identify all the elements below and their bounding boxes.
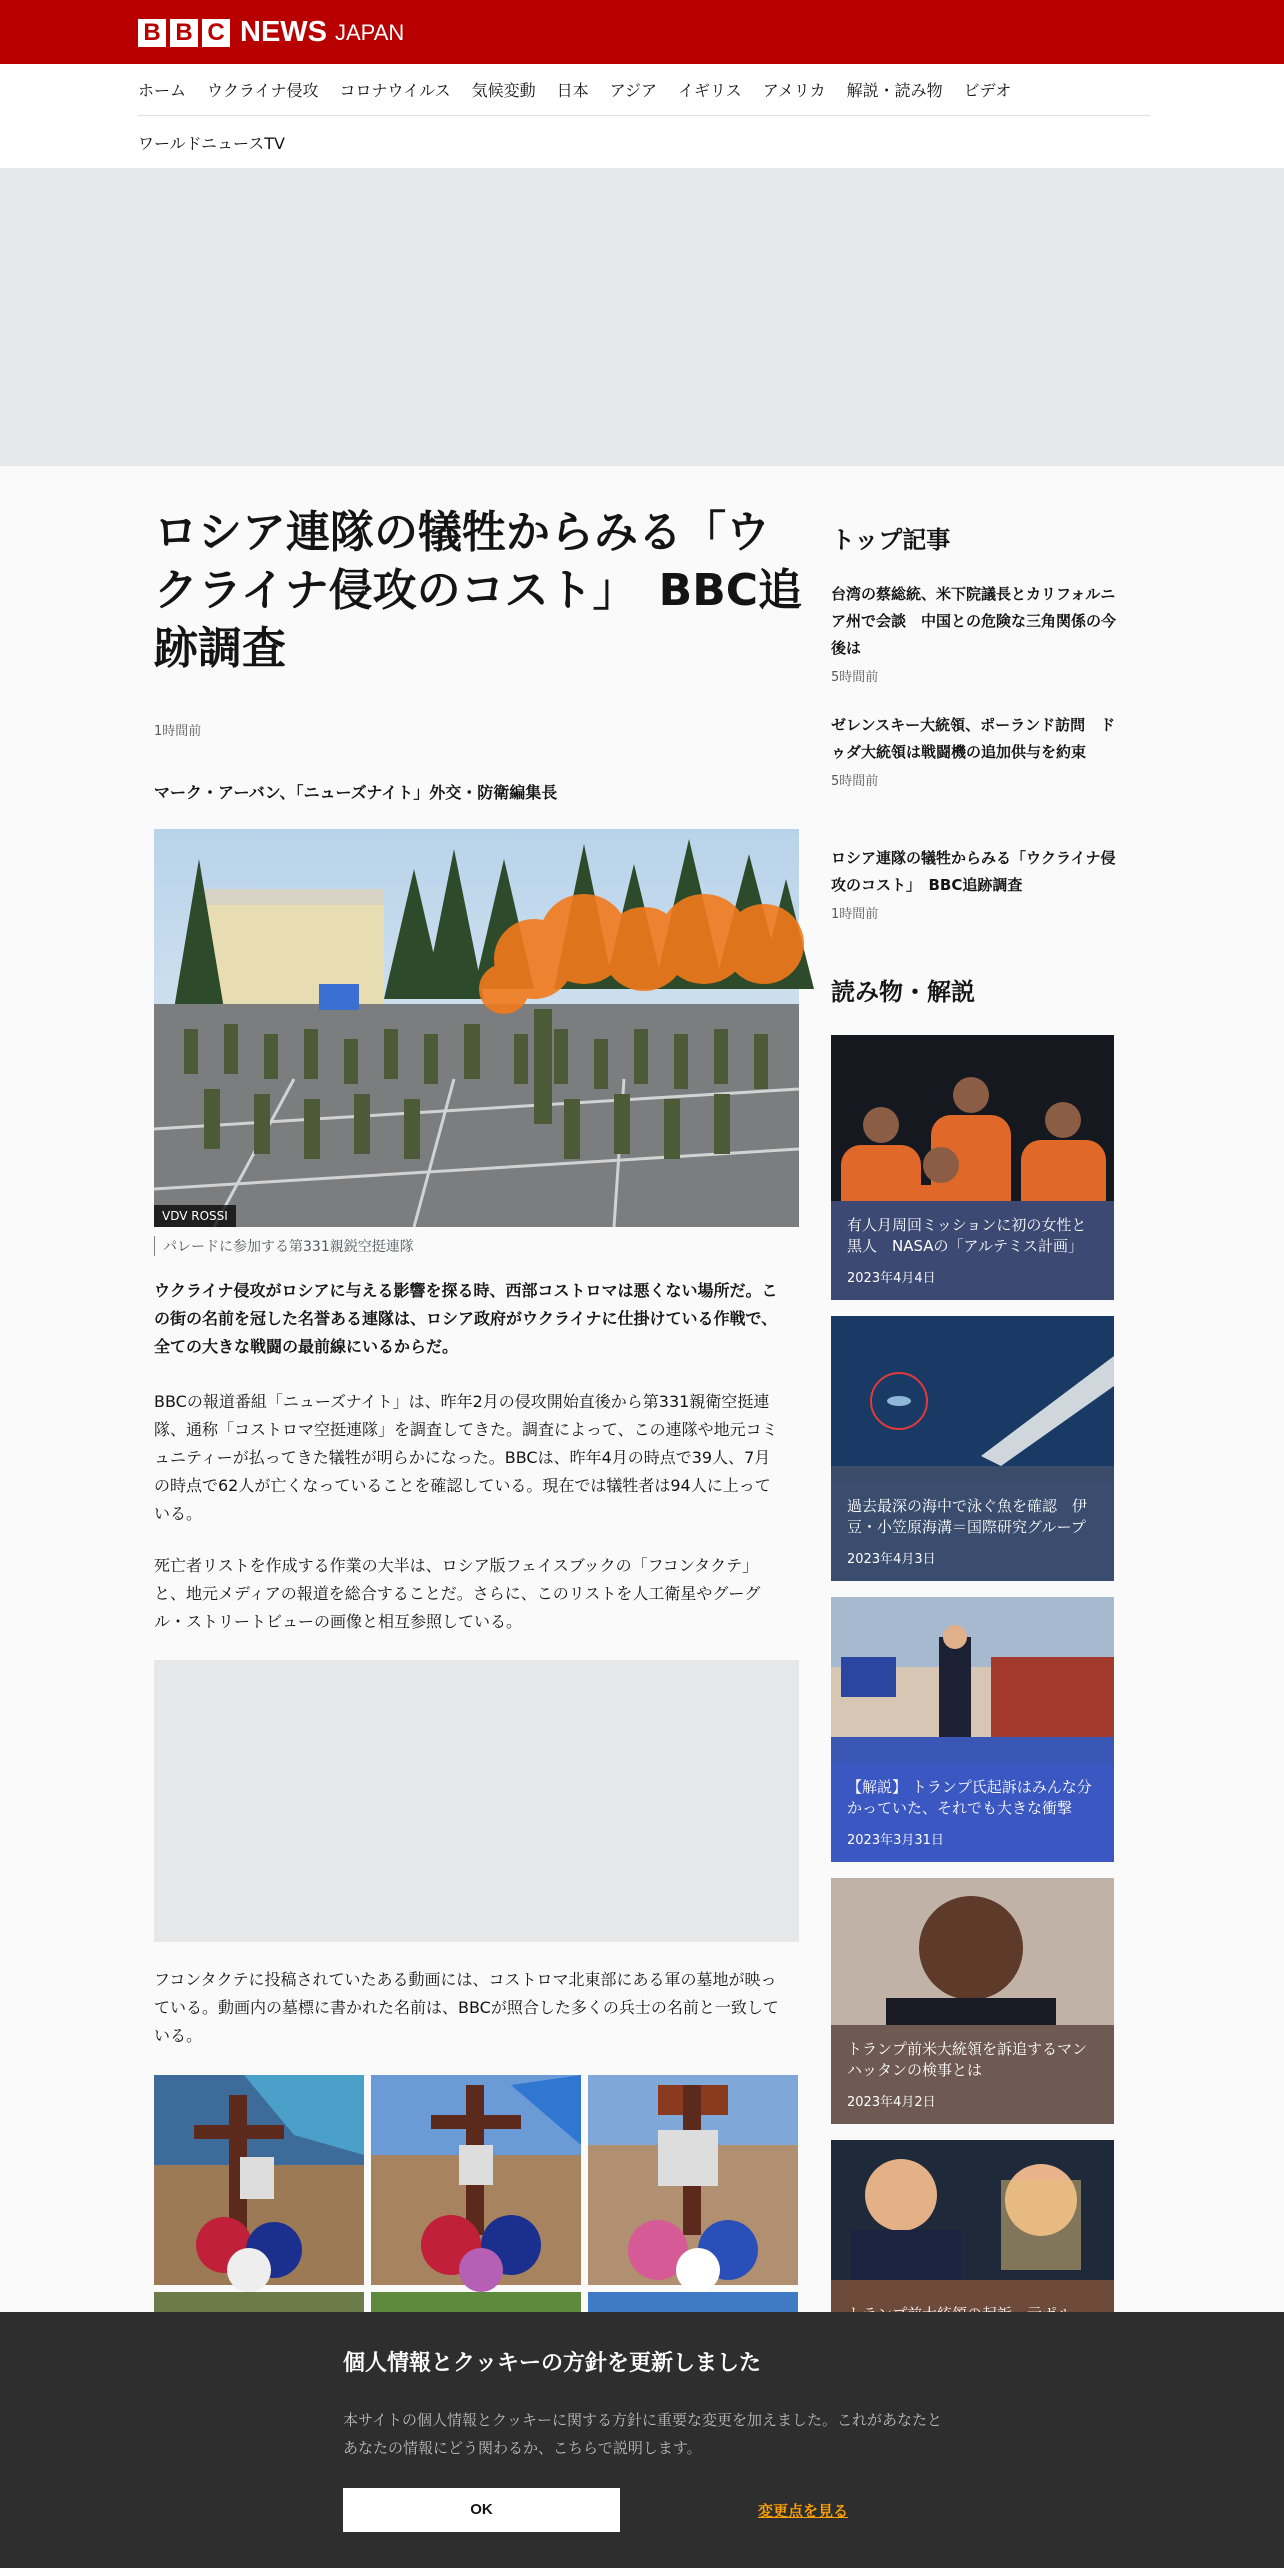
top-story-1[interactable]: [831, 581, 1117, 685]
nav-row-primary: [138, 64, 1150, 116]
nav-item-features[interactable]: 解説・読み物: [846, 81, 943, 100]
top-story-3[interactable]: [831, 845, 1117, 922]
nav-item-world-news-tv[interactable]: ワールドニュースTV: [138, 133, 285, 153]
cookie-text: 本サイトの個人情報とクッキーに関する方針に重要な変更を加えました。これがあなたとあなたの情報にどう関わるか、こちらで説明します。: [343, 2411, 942, 2457]
article-timestamp: 1時間前: [154, 724, 202, 739]
parade-image: [154, 829, 799, 1227]
nav-item-climate[interactable]: 気候変動: [471, 81, 536, 100]
nav-item-ukraine[interactable]: ウクライナ侵攻: [207, 81, 319, 100]
nav-item-japan[interactable]: 日本: [556, 81, 589, 100]
image-caption: パレードに参加する第331親鋭空挺連隊: [154, 1236, 414, 1256]
article-paragraph-3: フコンタクテに投稿されていたある動画には、コストロマ北東部にある軍の墓地が映っている。動画内の墓標に書かれた名前は、BBCが照合した多くの兵士の名前と一致している。: [154, 1970, 779, 2045]
feature-title[interactable]: 【解説】 トランプ氏起訴はみんな分かっていた、それでも大きな衝撃: [847, 1778, 1092, 1817]
top-story-time: 5時間前: [831, 774, 879, 789]
ad-placeholder-top: [0, 168, 1284, 466]
logo-news: NEWS: [240, 16, 327, 48]
top-story-time: 1時間前: [831, 907, 879, 922]
top-story-time: 5時間前: [831, 670, 879, 685]
article-headline: ロシア連隊の犠牲からみる「ウクライナ侵攻のコスト」 BBC追跡調査: [154, 507, 803, 674]
nav-row-secondary: [138, 116, 306, 168]
ad-placeholder-mid: [154, 1660, 799, 1942]
feature-overlay: [831, 1201, 1114, 1300]
feature-card-3[interactable]: [831, 1597, 1114, 1862]
nav-item-us[interactable]: アメリカ: [762, 81, 826, 100]
feature-date: 2023年4月2日: [847, 2095, 936, 2110]
image-credit: VDV ROSSI: [154, 1205, 236, 1227]
top-stories-heading: トップ記事: [831, 526, 951, 554]
bbc-news-japan-logo[interactable]: [138, 16, 404, 49]
trump-daniels-image: [831, 2140, 1114, 2312]
logo-letter-b1: B: [138, 19, 166, 47]
feature-title[interactable]: 過去最深の海中で泳ぐ魚を確認 伊豆・小笠原海溝＝国際研究グループ: [847, 1497, 1088, 1536]
logo-letter-b2: B: [170, 19, 198, 47]
feature-overlay: [831, 1482, 1114, 1581]
feature-title[interactable]: 有人月周回ミッションに初の女性と黒人 NASAの「アルテミス計画」: [847, 1216, 1087, 1255]
feature-title[interactable]: トランプ前米大統領を訴追するマンハッタンの検事とは: [847, 2040, 1088, 2079]
article-intro: ウクライナ侵攻がロシアに与える影響を探る時、西部コストロマは悪くない場所だ。この街の名前を冠した名誉ある連隊は、ロシア政府がウクライナに仕掛けている作戦で、全ての大きな戦闘の最前線にいるからだ。: [154, 1281, 778, 1356]
main-navigation: [0, 64, 1284, 168]
article-paragraph-2: 死亡者リストを作成する作業の大半は、ロシア版フェイスブックの「フコンタクテ」と、地元メディアの報道を総合することだ。さらに、このリストを人工衛星やグーグル・ストリートビューの画像と相互参照している。: [154, 1556, 761, 1631]
masthead: [0, 0, 1284, 64]
nav-item-coronavirus[interactable]: コロナウイルス: [339, 81, 451, 100]
feature-overlay: [831, 1763, 1114, 1862]
logo-letter-c: C: [202, 19, 230, 47]
feature-card-4[interactable]: [831, 1878, 1114, 2124]
feature-card-2[interactable]: [831, 1316, 1114, 1581]
feature-date: 2023年4月3日: [847, 1552, 936, 1567]
top-story-title[interactable]: ゼレンスキー大統領、ポーランド訪問 ドゥダ大統領は戦闘機の追加供与を約束: [831, 716, 1116, 761]
top-story-title[interactable]: ロシア連隊の犠牲からみる「ウクライナ侵攻のコスト」 BBC追跡調査: [831, 849, 1116, 894]
top-story-title[interactable]: 台湾の蔡総統、米下院議長とカリフォルニア州で会談 中国との危険な三角関係の今後は: [831, 585, 1117, 657]
feature-overlay: [831, 2025, 1114, 2124]
nav-item-video[interactable]: ビデオ: [963, 81, 1012, 100]
article-paragraph-1: BBCの報道番組「ニューズナイト」は、昨年2月の侵攻開始直後から第331親衛空挺連隊、通称「コストロマ空挺連隊」を調査してきた。調査によって、この連隊や地元コミュニティーが払ってきた犠牲が明らかになった。BBCは、昨年4月の時点で39人、7月の時点で62人が亡くなっていることを確認している。現在では犠牲者は94人に上っている。: [154, 1392, 778, 1523]
logo-region: JAPAN: [335, 19, 405, 45]
feature-date: 2023年3月31日: [847, 1833, 944, 1848]
cookie-ok-button[interactable]: OK: [343, 2488, 620, 2532]
cookie-title: 個人情報とクッキーの方針を更新しました: [343, 2351, 762, 2376]
article-main-image: [154, 829, 799, 1227]
top-story-2[interactable]: [831, 712, 1117, 789]
nav-item-home[interactable]: ホーム: [138, 81, 187, 100]
article-byline: マーク・アーバン、「ニューズナイト」外交・防衛編集長: [154, 783, 558, 802]
feature-date: 2023年4月4日: [847, 1271, 936, 1286]
nav-item-uk[interactable]: イギリス: [678, 81, 742, 100]
cookie-changes-link[interactable]: 変更点を見る: [758, 2502, 849, 2520]
feature-card-5[interactable]: [831, 2140, 1114, 2312]
feature-card-1[interactable]: [831, 1035, 1114, 1300]
grave-image-2: [371, 2075, 581, 2285]
cookie-banner: [0, 2312, 1284, 2568]
features-heading: 読み物・解説: [831, 978, 975, 1006]
nav-item-asia[interactable]: アジア: [609, 81, 657, 100]
grave-image-3: [588, 2075, 798, 2285]
grave-image-1: [154, 2075, 364, 2285]
